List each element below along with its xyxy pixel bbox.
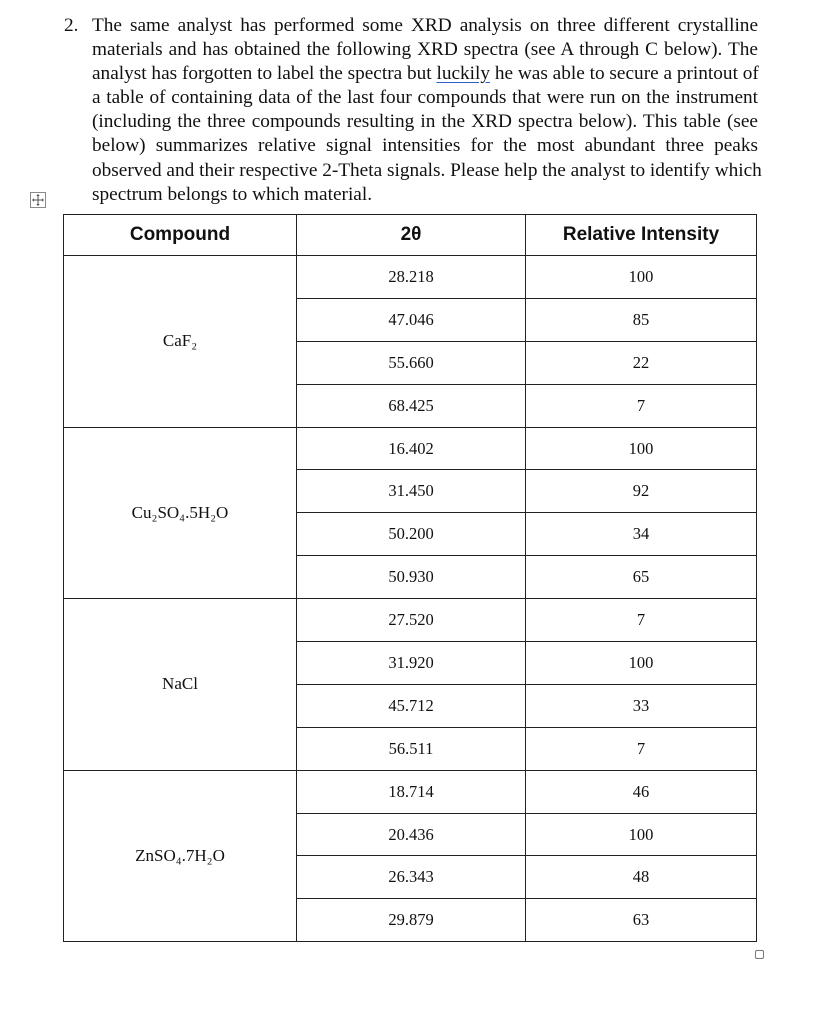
compound-name: NaCl: [162, 674, 198, 694]
intensity-cell: 7: [526, 599, 757, 642]
compound-cell: [64, 770, 297, 942]
intensity-cell: 65: [526, 556, 757, 599]
header-compound: Compound: [64, 215, 297, 256]
compound-cell: [64, 427, 297, 599]
two-theta-cell: 55.660: [297, 341, 526, 384]
compound-name: CaF₂: [162, 331, 198, 351]
question-line: [92, 62, 758, 86]
compound-name: ZnSO₄.7H₂O: [135, 845, 225, 865]
question-line: (including the three compounds resulting in the XRD spectra below). This table (see: [92, 111, 758, 133]
intensity-cell: 34: [526, 513, 757, 556]
compound-cell: [64, 256, 297, 428]
two-theta-cell: 18.714: [297, 770, 526, 813]
question-line: below) summarizes relative signal intensities for the most abundant three peaks: [92, 135, 758, 157]
question-number: 2.: [64, 15, 79, 36]
intensity-cell: 22: [526, 341, 757, 384]
intensity-cell: 63: [526, 899, 757, 942]
two-theta-cell: 68.425: [297, 384, 526, 427]
two-theta-cell: 31.450: [297, 470, 526, 513]
question-line: The same analyst has performed some XRD analysis on three different crystalline: [92, 15, 758, 36]
question-line-segment: analyst has forgotten to label the spectra but: [92, 63, 437, 85]
intensity-cell: 100: [526, 427, 757, 470]
two-theta-cell: 47.046: [297, 298, 526, 341]
header-relative-intensity: Relative Intensity: [526, 215, 757, 256]
question-line: observed and their respective 2-Theta signals. Please help the analyst to identify which: [92, 159, 762, 181]
question-line-segment: he was able to secure a printout of: [490, 63, 759, 85]
two-theta-cell: 26.343: [297, 856, 526, 899]
xrd-data-table: [63, 214, 757, 942]
intensity-cell: 100: [526, 642, 757, 685]
table-header-row: [64, 215, 757, 256]
table-row: [64, 427, 757, 470]
two-theta-cell: 45.712: [297, 684, 526, 727]
two-theta-cell: 20.436: [297, 813, 526, 856]
two-theta-cell: 27.520: [297, 599, 526, 642]
two-theta-cell: 28.218: [297, 256, 526, 299]
compound-cell: [64, 599, 297, 771]
intensity-cell: 46: [526, 770, 757, 813]
intensity-cell: 33: [526, 684, 757, 727]
two-theta-cell: 31.920: [297, 642, 526, 685]
question-line: materials and has obtained the following XRD spectra (see A through C below). The: [92, 39, 758, 61]
question-line: a table of containing data of the last four compounds that were run on the instrument: [92, 87, 758, 109]
intensity-cell: 7: [526, 384, 757, 427]
table-row: [64, 256, 757, 299]
luckily-word: luckily: [436, 63, 491, 85]
intensity-cell: 100: [526, 813, 757, 856]
question-text: [92, 14, 762, 207]
intensity-cell: 48: [526, 856, 757, 899]
two-theta-cell: 29.879: [297, 899, 526, 942]
question-line: spectrum belongs to which material.: [92, 183, 373, 205]
intensity-cell: 100: [526, 256, 757, 299]
table-row: [64, 599, 757, 642]
two-theta-cell: 50.930: [297, 556, 526, 599]
two-theta-cell: 16.402: [297, 427, 526, 470]
table-resize-handle[interactable]: [755, 950, 764, 959]
compound-name: Cu₂SO₄.5H₂O: [131, 502, 229, 522]
two-theta-cell: 50.200: [297, 513, 526, 556]
intensity-cell: 92: [526, 470, 757, 513]
question-block: [64, 14, 762, 207]
table-move-handle-icon[interactable]: [30, 192, 46, 208]
table-row: [64, 770, 757, 813]
header-two-theta: 2θ: [297, 215, 526, 256]
intensity-cell: 85: [526, 298, 757, 341]
two-theta-cell: 56.511: [297, 727, 526, 770]
intensity-cell: 7: [526, 727, 757, 770]
